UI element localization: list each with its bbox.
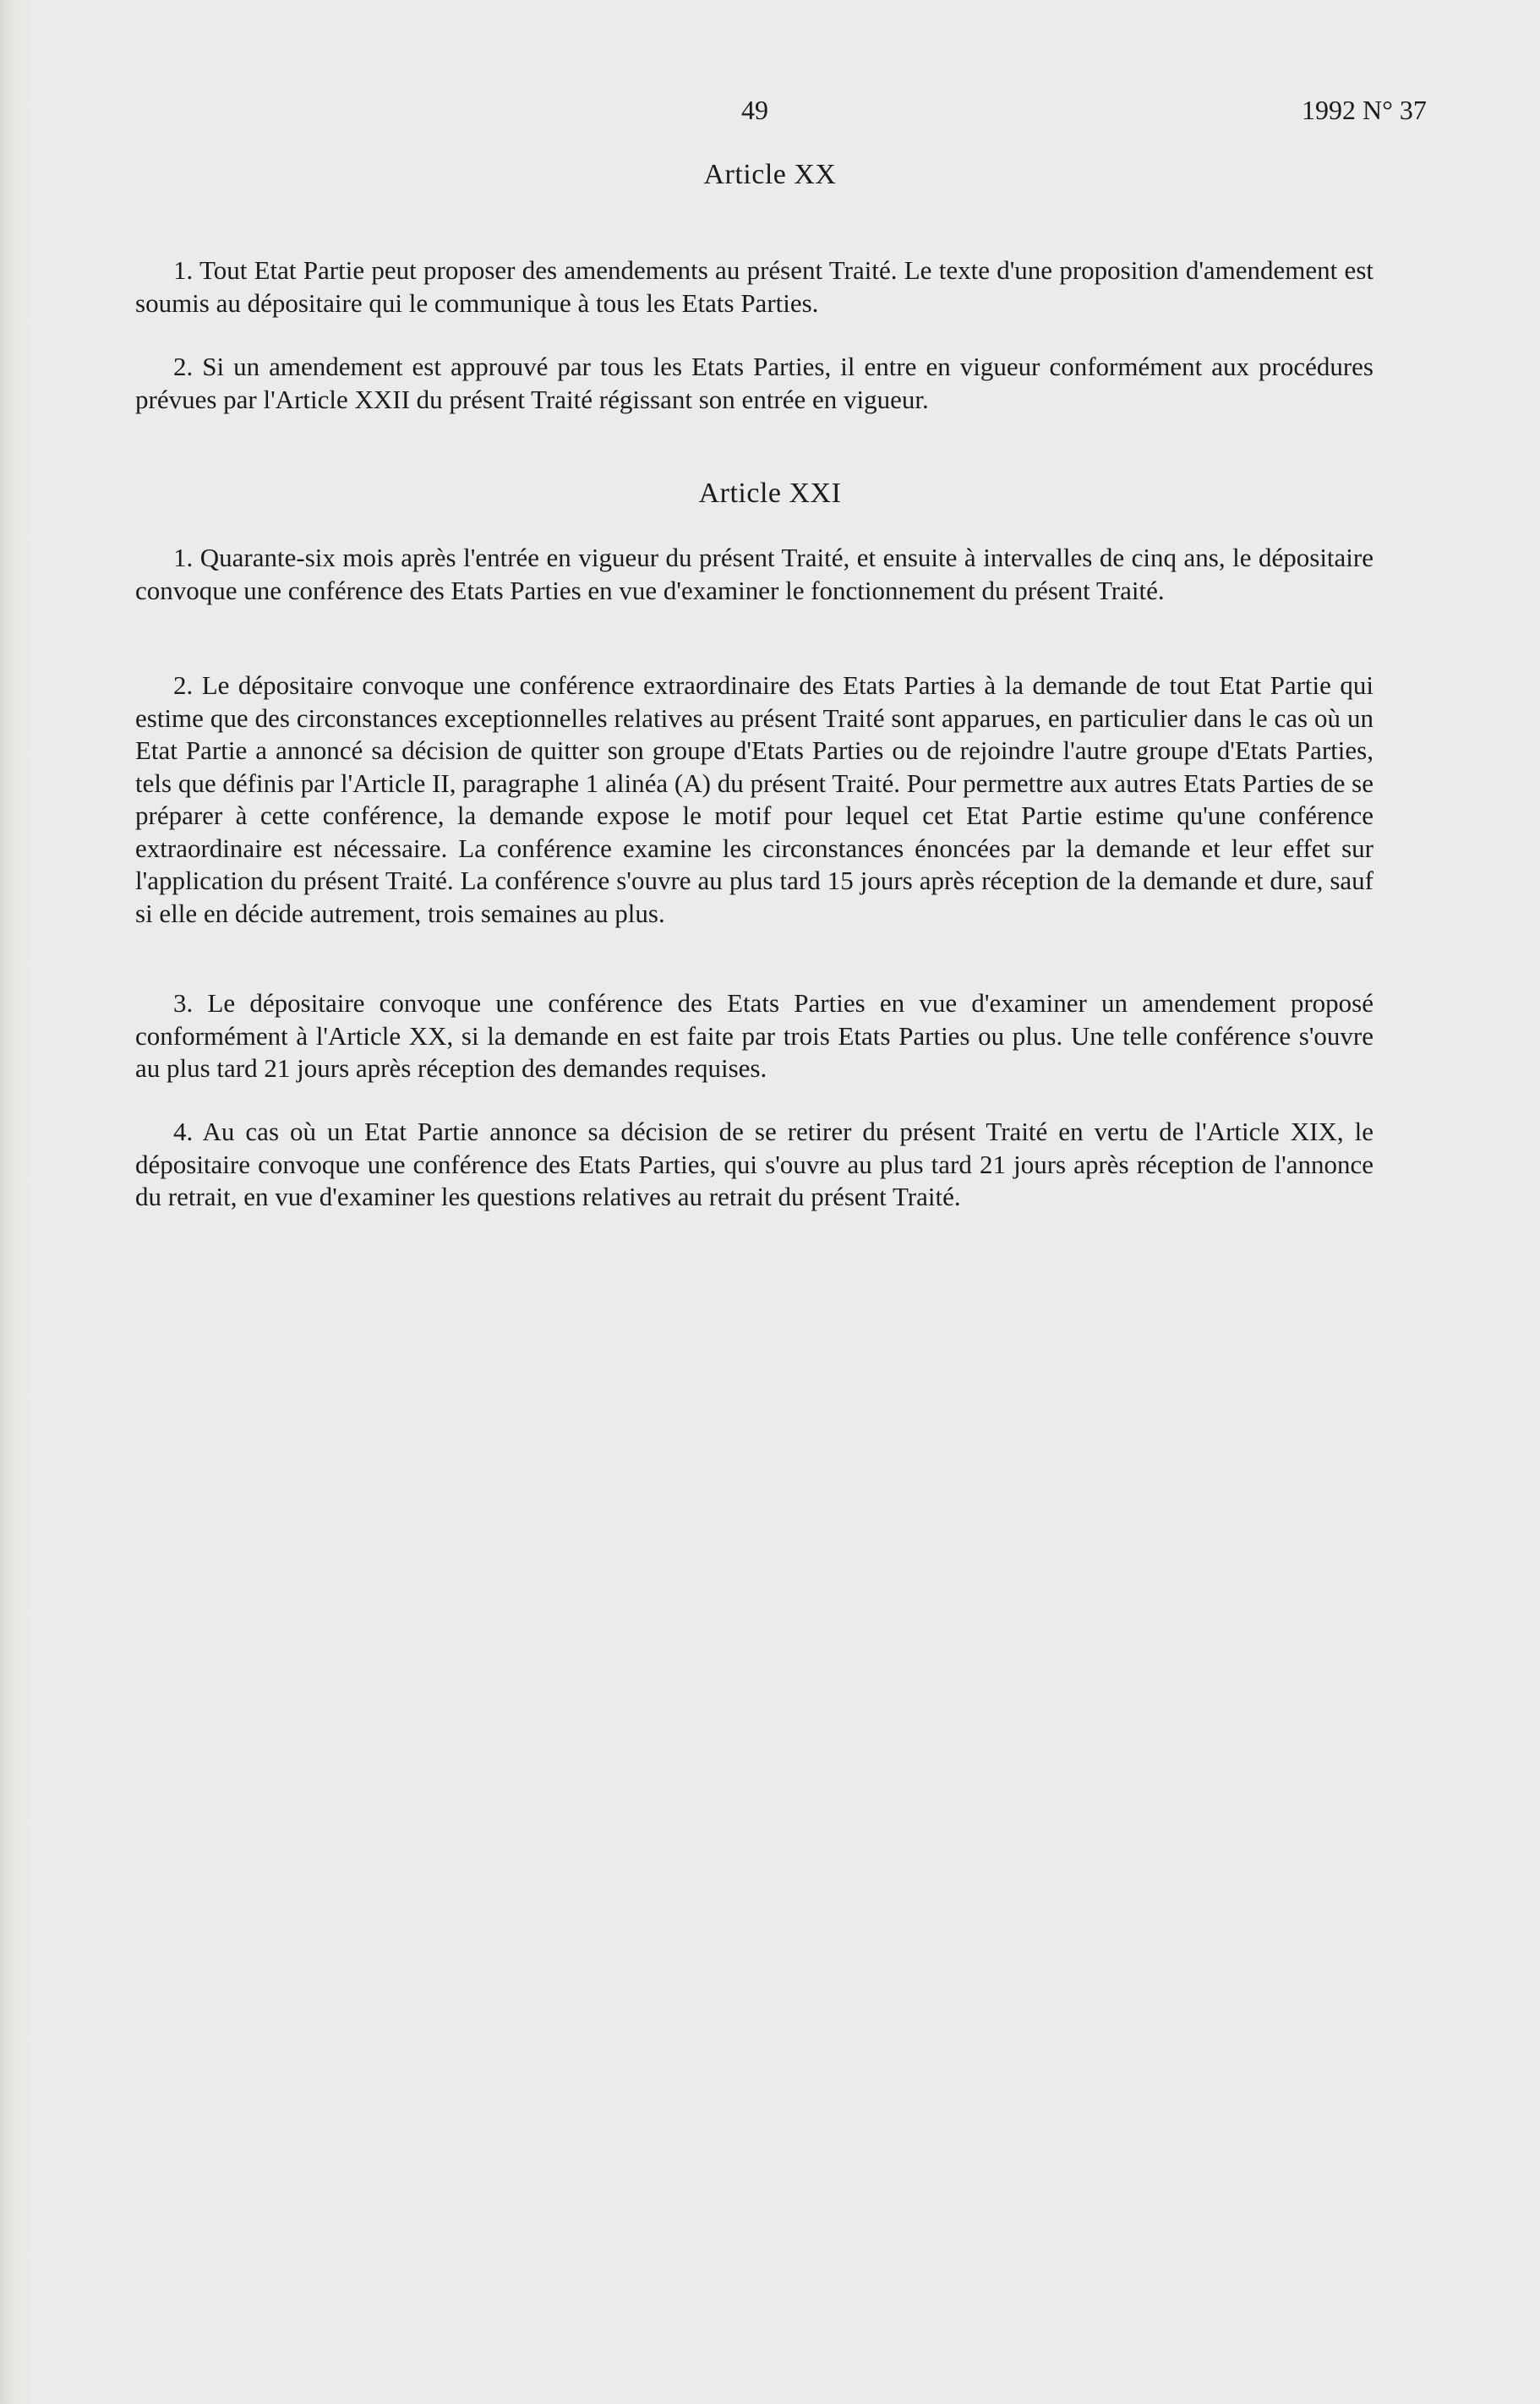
article-title: Article XXI <box>698 478 842 509</box>
article-paragraph: 2. Si un amendement est approuvé par tous les Etats Parties, il entre en vigueur conformément aux procédures prévues par l'Article XXII du présent Traité régissant son entrée en vigueur. <box>135 352 1373 414</box>
article-paragraph: 3. Le dépositaire convoque une conférence des Etats Parties en vue d'examiner un amendement proposé conformément à l'Article XX, si la demande en est faite par trois Etats Parties ou plus. Une telle conférence s'ouvre au plus tard 21 jours après réception des demandes requises. <box>135 988 1373 1083</box>
article-paragraph: 1. Tout Etat Partie peut proposer des amendements au présent Traité. Le texte d'une proposition d'amendement est soumis au dépositaire qui le communique à tous les Etats Parties. <box>135 255 1373 318</box>
page-header <box>0 95 1540 134</box>
article-paragraph: 4. Au cas où un Etat Partie annonce sa décision de se retirer du présent Traité en vertu de l'Article XIX, le dépositaire convoque une conférence des Etats Parties, qui s'ouvre au plus tard 21 jours après réception de l'annonce du retrait, en vue d'examiner les questions relatives au retrait du présent Traité. <box>135 1117 1373 1211</box>
article-paragraph: 2. Le dépositaire convoque une conférence extraordinaire des Etats Parties à la demande de tout Etat Partie qui estime que des circonstances exceptionnelles relatives au présent Traité sont apparues, en particulier dans le cas où un Etat Partie a annoncé sa décision de quitter son groupe d'Etats Parties ou de rejoindre l'autre groupe d'Etats Parties, tels que définis par l'Article II, paragraphe 1 alinéa (A) du présent Traité. Pour permettre aux autres Etats Parties de se préparer à cette conférence, la demande expose le motif pour lequel cet Etat Partie estime qu'une conférence extraordinaire est nécessaire. La conférence examine les circonstances énoncées par la demande et leur effet sur l'application du présent Traité. La conférence s'ouvre au plus tard 15 jours après réception de la demande et dure, sauf si elle en décide autrement, trois semaines au plus. <box>135 670 1373 928</box>
article-title: Article XX <box>703 159 837 190</box>
page-number: 49 <box>741 95 768 125</box>
article-paragraph: 1. Quarante-six mois après l'entrée en vigueur du présent Traité, et ensuite à intervalles de cinq ans, le dépositaire convoque une conférence des Etats Parties en vue d'examiner le fonctionnement du présent Traité. <box>135 543 1373 605</box>
journal-reference: 1992 N° 37 <box>1302 95 1427 125</box>
